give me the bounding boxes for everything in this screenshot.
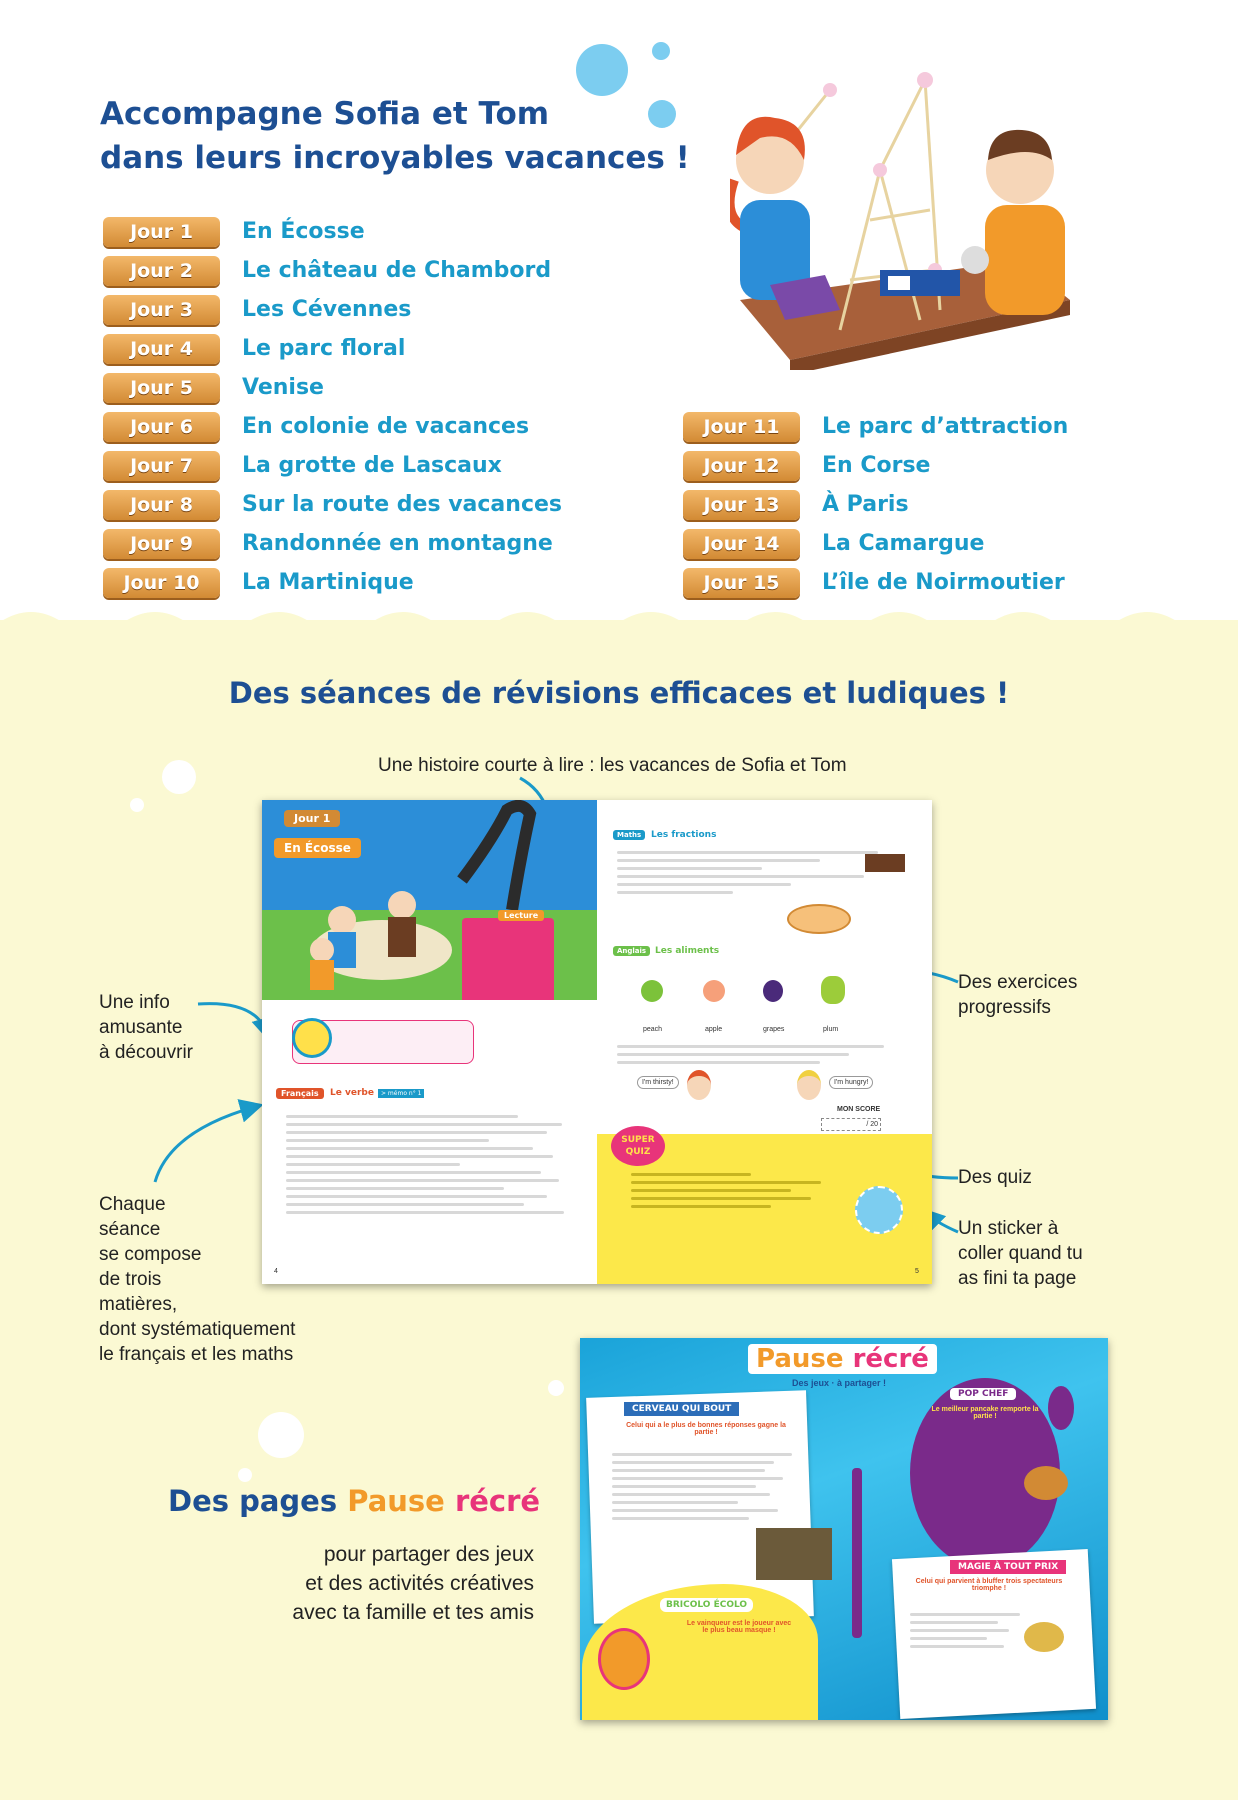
day-destination: Venise [242, 375, 324, 400]
day-badge: Jour 7 [103, 451, 220, 481]
day-destination: Sur la route des vacances [242, 492, 562, 517]
fork-icon [852, 1468, 862, 1638]
day-destination: En Écosse [242, 219, 365, 244]
fruit-label: apple [705, 1026, 723, 1033]
right-page [597, 800, 932, 1284]
pancake-icon [1024, 1466, 1068, 1500]
note-quiz: Des quiz [958, 1167, 1032, 1188]
fruit-apple-icon [641, 980, 663, 1002]
note-seance-line: le français et les maths [99, 1344, 294, 1365]
pause-title [168, 1484, 540, 1518]
score-label: MON SCORE [837, 1106, 881, 1113]
english-lines [617, 1040, 907, 1069]
page-number: 5 [915, 1268, 919, 1275]
tom-face [797, 1070, 821, 1100]
pause-description [200, 1540, 534, 1627]
day-tag: Jour 1 [284, 810, 340, 827]
day-badge: Jour 6 [103, 412, 220, 442]
magie-lines [910, 1608, 1020, 1653]
fractions-title: Les fractions [651, 830, 717, 840]
note-story: Une histoire courte à lire : les vacances de Sofia et Tom [378, 755, 847, 776]
verbe-title: Le verbe [330, 1088, 374, 1098]
speech-thirsty: I'm thirsty! [637, 1076, 679, 1089]
section-title: Des séances de révisions efficaces et ludiques ! [228, 676, 1010, 710]
quiz-lines [631, 1168, 831, 1213]
day-destination: Randonnée en montagne [242, 531, 553, 556]
fruit-grapes-icon [821, 976, 845, 1004]
fraction-lines [617, 846, 907, 899]
cerveau-title: CERVEAU QUI BOUT [624, 1402, 739, 1416]
pop-chef-subtitle: Le meilleur pancake remporte la partie ! [931, 1406, 1039, 1420]
place-tag: En Écosse [274, 838, 361, 858]
book-recre: récré [852, 1344, 929, 1374]
fruit-plum-icon [763, 980, 783, 1002]
note-exercises-line: Des exercices [958, 972, 1078, 993]
aliments-title: Les aliments [655, 946, 720, 956]
coins-icon [1024, 1622, 1064, 1652]
pause-title-recre: récré [454, 1484, 541, 1518]
day-badge: Jour 14 [683, 529, 800, 559]
mask-icon [598, 1628, 650, 1690]
magie-subtitle: Celui qui parvient à bluffer trois spectateurs triomphe ! [915, 1578, 1063, 1592]
quiz-word: QUIZ [625, 1147, 651, 1157]
fruit-label: grapes [763, 1026, 785, 1033]
magie-title: MAGIE À TOUT PRIX [950, 1560, 1066, 1574]
day-badge: Jour 1 [103, 217, 220, 247]
cake-icon [787, 904, 851, 934]
day-badge: Jour 9 [103, 529, 220, 559]
day-destination: Le parc floral [242, 336, 406, 361]
book-sub1: Des jeux [792, 1378, 830, 1388]
left-page [262, 800, 597, 1284]
day-badge: Jour 15 [683, 568, 800, 598]
pause-description-line: et des activités créatives [305, 1572, 534, 1595]
day-destination: L’île de Noirmoutier [822, 570, 1065, 595]
day-destination: Le parc d’attraction [822, 414, 1069, 439]
score-box: / 20 [821, 1118, 881, 1131]
cerveau-subtitle: Celui qui a le plus de bonnes réponses gagne la partie ! [626, 1422, 786, 1436]
note-sticker-line: as fini ta page [958, 1268, 1077, 1289]
deer-photo [756, 1528, 832, 1580]
day-destination: La grotte de Lascaux [242, 453, 502, 478]
book-spread [262, 800, 932, 1284]
super-quiz-badge [611, 1126, 665, 1166]
maths-tag: Maths [613, 830, 645, 840]
sticker-spot[interactable] [855, 1186, 903, 1234]
pause-title-pre: Des pages [168, 1484, 348, 1518]
day-badge: Jour 3 [103, 295, 220, 325]
day-badge: Jour 5 [103, 373, 220, 403]
memo-tag: > mémo n° 1 [378, 1089, 424, 1098]
note-exercises-line: progressifs [958, 997, 1051, 1018]
note-sticker-line: coller quand tu [958, 1243, 1083, 1264]
pause-description-line: avec ta famille et tes amis [292, 1601, 534, 1624]
note-seance-line: de trois [99, 1269, 162, 1290]
pause-book [580, 1338, 1108, 1720]
pause-book-heading [748, 1344, 937, 1374]
anglais-tag: Anglais [613, 946, 650, 956]
pop-chef-title: POP CHEF [950, 1388, 1016, 1400]
note-info-line: amusante [99, 1017, 183, 1038]
reading-tag: Lecture [498, 910, 544, 921]
note-seance-line: séance [99, 1219, 161, 1240]
fruit-label: plum [823, 1026, 839, 1033]
note-sticker-line: Un sticker à [958, 1218, 1059, 1239]
fruit-label: peach [643, 1026, 663, 1033]
hero-title-line2: dans leurs incroyables vacances ! [100, 140, 690, 176]
note-info-line: Une info [99, 992, 170, 1013]
day-badge: Jour 11 [683, 412, 800, 442]
book-sub2: à partager ! [837, 1378, 887, 1388]
day-badge: Jour 10 [103, 568, 220, 598]
bricolo-title: BRICOLO ÉCOLO [660, 1598, 753, 1612]
day-badge: Jour 12 [683, 451, 800, 481]
cerveau-lines [612, 1448, 792, 1525]
day-destination: À Paris [822, 492, 909, 517]
day-destination: Les Cévennes [242, 297, 412, 322]
book-subtitle: Des jeux · à partager ! [792, 1378, 887, 1388]
book-pause: Pause [756, 1344, 844, 1374]
speech-hungry: I'm hungry! [829, 1076, 873, 1089]
chocolate-icon [865, 854, 905, 872]
day-badge: Jour 8 [103, 490, 220, 520]
note-seance-line: matières, [99, 1294, 178, 1315]
day-destination: Le château de Chambord [242, 258, 552, 283]
day-badge: Jour 2 [103, 256, 220, 286]
day-badge: Jour 4 [103, 334, 220, 364]
bricolo-subtitle: Le vainqueur est le joueur avec le plus beau masque ! [686, 1620, 792, 1634]
day-badge: Jour 13 [683, 490, 800, 520]
day-destination: La Camargue [822, 531, 985, 556]
fruit-peach-icon [703, 980, 725, 1002]
info-icon [292, 1018, 332, 1058]
hero-title-line1: Accompagne Sofia et Tom [100, 96, 550, 132]
note-seance-line: Chaque [99, 1194, 166, 1215]
day-destination: En Corse [822, 453, 931, 478]
sofia-face [687, 1070, 711, 1100]
note-seance-line: se compose [99, 1244, 202, 1265]
note-seance-line: dont systématiquement [99, 1319, 296, 1340]
exercise-lines [286, 1110, 576, 1219]
pause-title-pause: Pause [347, 1484, 445, 1518]
pause-description-line: pour partager des jeux [323, 1543, 534, 1566]
francais-tag: Français [276, 1088, 324, 1099]
note-info-line: à découvrir [99, 1042, 193, 1063]
page-number: 4 [274, 1268, 278, 1275]
day-destination: En colonie de vacances [242, 414, 530, 439]
spoon-icon [1048, 1386, 1074, 1430]
quiz-super: SUPER [621, 1135, 655, 1145]
day-destination: La Martinique [242, 570, 414, 595]
